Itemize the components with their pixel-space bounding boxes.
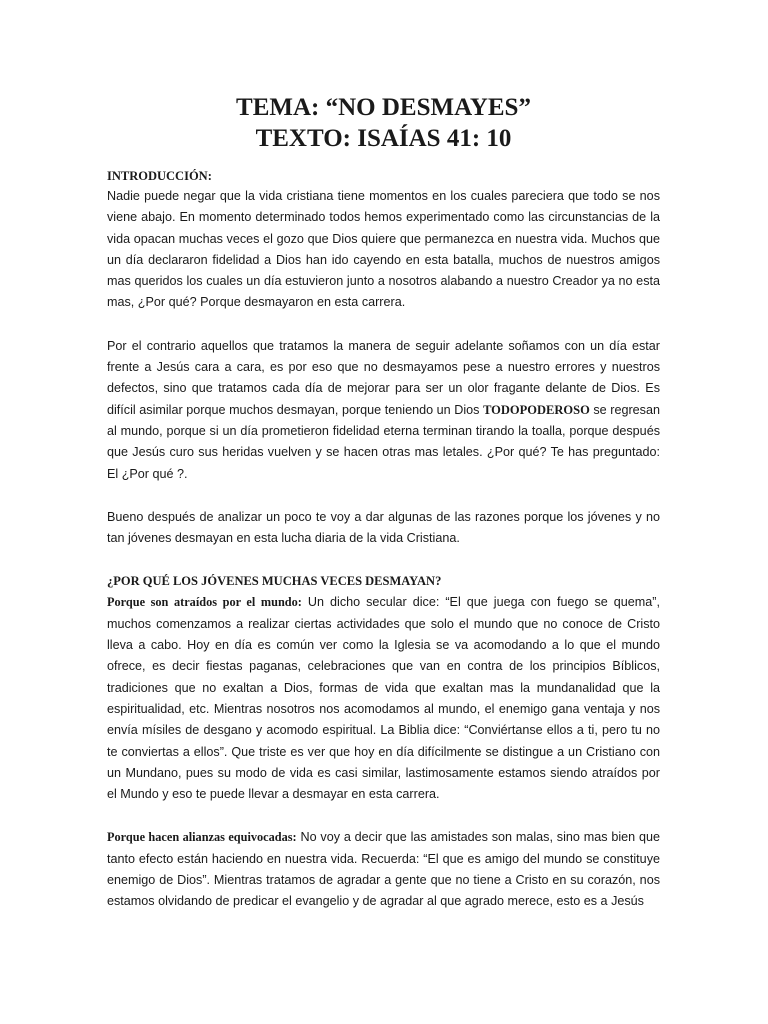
reason-paragraph-1 (107, 592, 660, 805)
paragraph-2-text-start: Por el contrario aquellos que tratamos la manera de seguir adelante soñamos con un día estar frente a Jesús cara a cara, es por eso que no desmayamos pese a nuestro errores y nuestros defectos, sino que tratamos cada día de mejorar para ser un olor fragante delante de Dios. Es difícil asimilar porque muchos desmayan, porque teniendo un Dios (107, 338, 660, 417)
paragraph-spacer (107, 805, 660, 827)
reason-1-lead: Porque son atraídos por el mundo: (107, 595, 302, 610)
document-page (107, 92, 660, 913)
paragraph-spacer (107, 485, 660, 507)
paragraph-spacer (107, 549, 660, 571)
intro-paragraph-3: Bueno después de analizar un poco te voy a dar algunas de las razones porque los jóvenes y no tan jóvenes desmayan en esta lucha diaria de la vida Cristiana. (107, 509, 660, 546)
intro-heading: INTRODUCCIÓN: (107, 169, 212, 183)
reason-1-text: Un dicho secular dice: “El que juega con fuego se quema”, muchos comenzamos a realizar ciertas actividades que solo el mundo que no conoce de Cristo lleva a cabo. Hoy en día es común ver como la Iglesia se va acomodando a lo que el mundo ofrece, es decir fiestas paganas, celebraciones que van en contra de los principios Bíblicos, tradiciones que no exaltan a Dios, formas de vida que exaltan mas la mundanalidad que la espiritualidad, etc. Mientras nosotros nos acomodamos al mundo, el enemigo gana ventaja y nos envía mísiles de desgano y acomodo espiritual. La Biblia dice: “Conviértanse ellos a ti, pero tu no te conviertas a ellos”. Que triste es ver que hoy en día difícilmente se distingue a un Cristiano con un Mundano, pues su modo de vida es casi similar, lastimosamente estamos siendo atraídos por el Mundo y eso te puede llevar a desmayar en esta carrera. (107, 595, 660, 802)
section-heading: ¿POR QUÉ LOS JÓVENES MUCHAS VECES DESMAYAN? (107, 574, 442, 589)
reason-2-text: No voy a decir que las amistades son malas, sino mas bien que tanto efecto están haciendo en nuestra vida. Recuerda: “El que es amigo del mundo se constituye enemigo de Dios”. Mientras tratamos de agradar a gente que no tiene a Cristo en su corazón, nos estamos olvidando de predicar el evangelio y de agradar al que agrado merece, esto es a Jesús (107, 830, 660, 909)
document-title (107, 92, 660, 154)
intro-paragraph-2 (107, 336, 660, 485)
title-line-text: TEXTO: ISAÍAS 41: 10 (255, 125, 512, 152)
paragraph-2-text-end: se regresan al mundo, porque si un día prometieron fidelidad eterna terminan tirando la toalla, porque después que Jesús curo sus heridas vuelven y se hacen otras mas letales. ¿Por qué? Te has preguntado: El ¿Por qué ?. (107, 402, 660, 481)
paragraph-spacer (107, 314, 660, 336)
reason-paragraph-2 (107, 827, 660, 912)
title-line-topic: TEMA: “NO DESMAYES” (236, 94, 531, 121)
todopoderoso-emphasis: TODOPODEROSO (483, 402, 590, 417)
reason-2-lead: Porque hacen alianzas equivocadas: (107, 830, 297, 845)
intro-paragraph-1: Nadie puede negar que la vida cristiana tiene momentos en los cuales pareciera que todo se nos viene abajo. En momento determinado todos hemos experimentado como las circunstancias de la vida opacan muchas veces el gozo que Dios quiere que permanezca en nuestra vida. Muchos que un día declararon fidelidad a Dios han ido cayendo en esta batalla, muchos de nuestros amigos mas queridos los cuales un día estuvieron junto a nosotros alabando a nuestro Creador ya no esta mas, ¿Por qué? Porque desmayaron en esta carrera. (107, 189, 660, 310)
